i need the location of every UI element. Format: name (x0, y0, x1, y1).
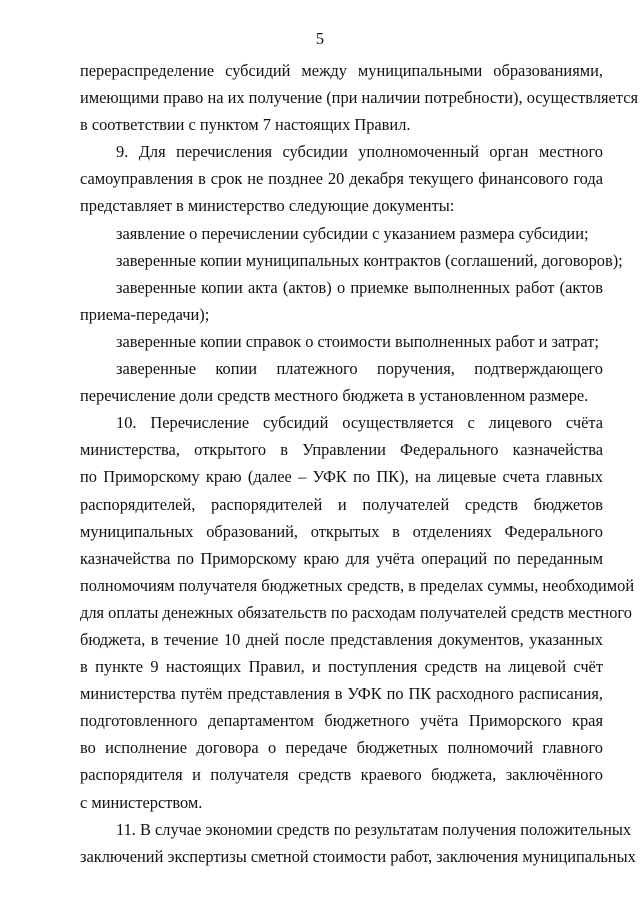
text-line: перераспределение субсидий между муниципальными образованиями, (80, 61, 603, 80)
text-line: распорядителя и получателя средств краевого бюджета, заключённого (80, 765, 603, 785)
document-body (80, 57, 639, 870)
text-line: распорядителей, распорядителей и получателей средств бюджетов (80, 494, 603, 514)
text-line: приема-передачи); (80, 304, 210, 324)
text-line: самоуправления в срок не позднее 20 декабря текущего финансового года (80, 169, 603, 189)
text-line: заключений экспертизы сметной стоимости работ, заключения муниципальных (80, 846, 636, 866)
text-line: имеющими право на их получение (при наличии потребности), осуществляется (80, 88, 639, 108)
text-line: 9. Для перечисления субсидии уполномоченный орган местного (116, 142, 603, 162)
text-line: для оплаты денежных обязательств по расходам получателей средств местного (80, 602, 632, 622)
text-line: министерства, открытого в Управлении Федерального казначейства (80, 440, 603, 460)
text-line: заявление о перечислении субсидии с указанием размера субсидии; (116, 223, 589, 243)
text-line: 10. Перечисление субсидий осуществляется с лицевого счёта (116, 413, 603, 433)
text-line: полномочиям получателя бюджетных средств, в пределах суммы, необходимой (80, 575, 635, 595)
text-line: заверенные копии платежного поручения, подтверждающего (116, 359, 603, 379)
page-number: 5 (315, 29, 325, 48)
text-line: заверенные копии справок о стоимости выполненных работ и затрат; (116, 331, 599, 351)
text-line: 11. В случае экономии средств по результатам получения положительных (116, 819, 632, 839)
text-line: с министерством. (80, 792, 203, 812)
text-line: по Приморскому краю (далее – УФК по ПК), на лицевые счета главных (80, 467, 603, 487)
text-line: перечисление доли средств местного бюджета в установленном размере. (80, 386, 589, 406)
text-line: министерства путём представления в УФК по ПК расходного расписания, (80, 684, 603, 704)
text-line: в соответствии с пунктом 7 настоящих Правил. (80, 115, 411, 135)
text-line: представляет в министерство следующие документы: (80, 196, 455, 216)
text-line: во исполнение договора о передаче бюджетных полномочий главного (80, 738, 603, 758)
text-line: бюджета, в течение 10 дней после представления документов, указанных (80, 629, 603, 649)
text-line: в пункте 9 настоящих Правил, и поступления средств на лицевой счёт (80, 657, 603, 677)
text-line: заверенные копии акта (актов) о приемке выполненных работ (актов (116, 277, 603, 297)
text-line: муниципальных образований, открытых в отделениях Федерального (80, 521, 603, 541)
text-line: заверенные копии муниципальных контрактов (соглашений, договоров); (116, 250, 623, 270)
text-line: казначейства по Приморскому краю для учёта операций по переданным (80, 548, 603, 568)
text-line: подготовленного департаментом бюджетного учёта Приморского края (80, 711, 603, 731)
